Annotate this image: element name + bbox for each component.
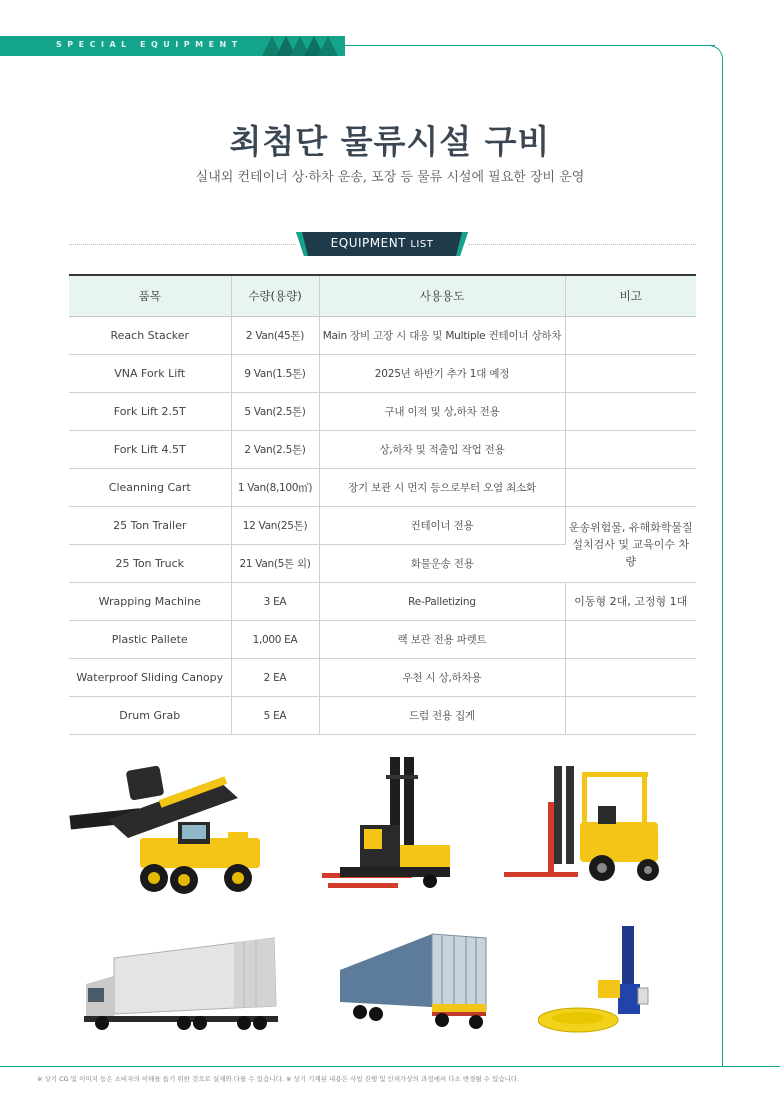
trailer-truck-image <box>84 936 278 1031</box>
dotted-rule-left <box>69 244 296 245</box>
cell-note <box>565 317 696 355</box>
table-row <box>69 469 696 507</box>
cell-note <box>565 355 696 393</box>
table-row <box>69 393 696 431</box>
frame-top-line <box>345 45 715 46</box>
cell-item: Wrapping Machine <box>69 583 231 621</box>
table-row <box>69 507 696 545</box>
equipment-table <box>69 274 696 735</box>
frame-bottom-line <box>0 1066 780 1067</box>
cell-use: 상,하차 및 적출입 작업 전용 <box>319 431 565 469</box>
table-row <box>69 659 696 697</box>
equipment-label-suffix: LIST <box>410 239 434 250</box>
table-row <box>69 583 696 621</box>
cell-qty: 5 Van(2.5톤) <box>231 393 319 431</box>
note-line-2: 설치검사 및 교육이수 차량 <box>572 538 690 568</box>
page-subtitle: 실내외 컨테이너 상·하차 운송, 포장 등 물류 시설에 필요한 장비 운영 <box>195 170 585 185</box>
cell-item: Cleanning Cart <box>69 469 231 507</box>
cargo-truck-image <box>336 930 488 1030</box>
cell-note: 이동형 2대, 고정형 1대 <box>565 583 696 621</box>
cell-use: 드럼 전용 집게 <box>319 697 565 735</box>
cell-note <box>565 393 696 431</box>
equipment-list-label <box>296 232 468 256</box>
equipment-label-main: EQUIPMENT <box>330 236 406 250</box>
cell-note <box>565 659 696 697</box>
cell-use: 구내 이적 및 상,하차 전용 <box>319 393 565 431</box>
cell-item: Plastic Pallete <box>69 621 231 659</box>
cell-item: Drum Grab <box>69 697 231 735</box>
footer-disclaimer: ※ 상기 CG 및 이미지 등은 소비자의 이해를 돕기 위한 것으로 실제와 다를 수 있습니다. ※ 상기 기재된 내용은 사업 진행 및 인허가상의 과정에서 다소 변경될 수 있습니다. <box>37 1075 520 1083</box>
note-line-1: 운송위험물, 유해화학물질 <box>568 521 693 534</box>
cell-item: 25 Ton Trailer <box>69 507 231 545</box>
header-item: 품목 <box>69 275 231 317</box>
table-header-row <box>69 275 696 317</box>
cell-item: Fork Lift 4.5T <box>69 431 231 469</box>
cell-note-merged <box>565 507 696 583</box>
header-use: 사용용도 <box>319 275 565 317</box>
cell-qty: 2 Van(2.5톤) <box>231 431 319 469</box>
vna-forklift-image <box>320 755 460 900</box>
cell-item: Reach Stacker <box>69 317 231 355</box>
frame-corner <box>703 45 723 65</box>
header-note: 비고 <box>565 275 696 317</box>
dotted-rule-right <box>468 244 696 245</box>
cell-qty: 1 Van(8,100㎡) <box>231 469 319 507</box>
cell-use: 2025년 하반기 추가 1대 예정 <box>319 355 565 393</box>
header-qty: 수량(용량) <box>231 275 319 317</box>
cell-use: 랙 보관 전용 파렛트 <box>319 621 565 659</box>
cell-note <box>565 621 696 659</box>
cell-qty: 9 Van(1.5톤) <box>231 355 319 393</box>
cell-qty: 5 EA <box>231 697 319 735</box>
cell-qty: 2 EA <box>231 659 319 697</box>
cell-use: Main 장비 고장 시 대응 및 Multiple 컨테이너 상하차 <box>319 317 565 355</box>
forklift-image <box>502 762 662 887</box>
cell-note <box>565 469 696 507</box>
table-row <box>69 355 696 393</box>
cell-use: 장기 보관 시 먼지 등으로부터 오염 최소화 <box>319 469 565 507</box>
cell-use: Re-Palletizing <box>319 583 565 621</box>
cell-qty: 2 Van(45톤) <box>231 317 319 355</box>
table-row <box>69 317 696 355</box>
cell-item: Fork Lift 2.5T <box>69 393 231 431</box>
cell-qty: 3 EA <box>231 583 319 621</box>
reach-stacker-image <box>68 760 274 902</box>
cell-note <box>565 697 696 735</box>
section-label: SPECIAL EQUIPMENT <box>56 40 243 49</box>
table-row <box>69 621 696 659</box>
cell-qty: 12 Van(25톤) <box>231 507 319 545</box>
cell-item: VNA Fork Lift <box>69 355 231 393</box>
cell-item: 25 Ton Truck <box>69 545 231 583</box>
frame-right-line <box>722 62 723 1067</box>
cell-note <box>565 431 696 469</box>
page-title: 최첨단 물류시설 구비 <box>229 122 551 161</box>
cell-use: 컨테이너 전용 <box>319 507 565 545</box>
table-row <box>69 431 696 469</box>
cell-use: 화물운송 전용 <box>319 545 565 583</box>
cell-qty: 1,000 EA <box>231 621 319 659</box>
table-row <box>69 697 696 735</box>
cell-use: 우천 시 상,하차용 <box>319 659 565 697</box>
wrapping-machine-image <box>538 924 666 1036</box>
cell-qty: 21 Van(5톤 외) <box>231 545 319 583</box>
band-triangles-decoration <box>262 36 346 56</box>
cell-item: Waterproof Sliding Canopy <box>69 659 231 697</box>
